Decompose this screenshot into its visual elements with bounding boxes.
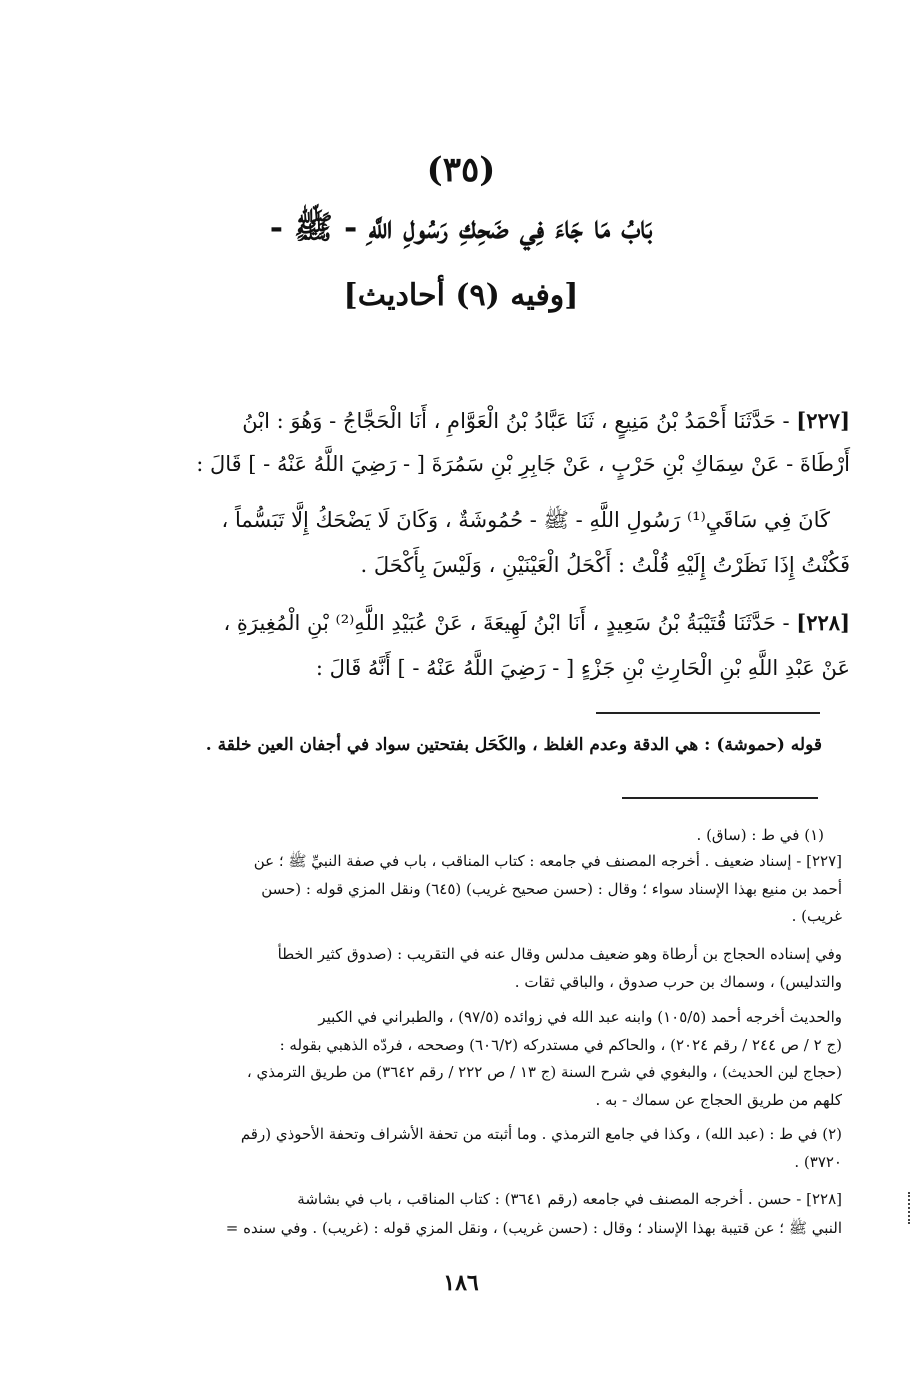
footnote-line: (حجاج لين الحديث) ، والبغوي في شرح السنة (ج ١٣ / ص ٢٢٢ / رقم ٣٦٤٢) من طريق الترمذي ،: [246, 1063, 842, 1081]
hadith-227-line-1: [70, 408, 850, 433]
footnote-line: (١) في ط : (ساق) .: [696, 826, 824, 844]
footnote-line: [٢٢٨] - حسن . أخرجه المصنف في جامعه (رقم ٣٦٤١) : كتاب المناقب ، باب في بشاشة: [297, 1190, 842, 1208]
footnote-rule: [622, 797, 818, 799]
footnote-line: غريب) .: [791, 907, 842, 925]
footnote-line: (٢) في ط : (عبد الله) ، وكذا في جامع الترمذي . وما أثبته من تحفة الأشراف وتحفة الأحوذي (رقم: [240, 1125, 842, 1143]
chapter-subtitle: [وفيه (٩) أحاديث]: [343, 278, 579, 313]
hadith-228-line-1: [70, 610, 850, 635]
footnote-line: (ج ٢ / ص ٢٤٤ / رقم ٢٠٢٤) ، والحاكم في مستدركه (٦٠٦/٢) وصححه ، فردّه الذهبي بقوله :: [279, 1036, 842, 1054]
chapter-number: (٣٥): [426, 150, 496, 190]
footnote-line: ٣٧٢٠) .: [794, 1153, 842, 1171]
footnote-line: والتدليس) ، وسماك بن حرب صدوق ، والباقي ثقات .: [514, 973, 842, 991]
hadith-227-line-3: كَانَ فِي سَاقَيِ⁽¹⁾ رَسُولِ اللَّهِ - ﷺ - حُمُوشَةٌ ، وَكَانَ لَا يَضْحَكُ إِلَّا تَبَسُّماً ،: [221, 508, 830, 532]
hadith-text: - حَدَّثَنَا أَحْمَدُ بْنُ مَنِيعٍ ، ثَنَا عَبَّادُ بْنُ الْعَوَّامِ ، أَنَا الْحَجَّاجُ - وَهُوَ : ابْنُ: [242, 409, 790, 433]
page-number: ١٨٦: [443, 1270, 479, 1296]
hadith-number: [٢٢٧]: [796, 408, 850, 433]
hadith-text: - حَدَّثَنَا قُتَيْبَةُ بْنُ سَعِيدٍ ، أَنَا ابْنُ لَهِيعَةَ ، عَنْ عُبَيْدِ اللَّهِ⁽²⁾ بْنِ الْمُغِيرَةِ ،: [223, 611, 790, 635]
footnote-line: أحمد بن منيع بهذا الإسناد سواء ؛ وقال : (حسن صحيح غريب) (٦٤٥) ونقل المزي قوله : (حسن: [261, 880, 842, 898]
footnote-line: وفي إسناده الحجاج بن أرطاة وهو ضعيف مدلس وقال عنه في التقريب : (صدوق كثير الخطأ: [277, 945, 842, 963]
hadith-227-line-2: أَرْطَاةَ - عَنْ سِمَاكِ بْنِ حَرْبٍ ، عَنْ جَابِرِ بْنِ سَمُرَةَ [ - رَضِيَ اللَّهُ عَنْهُ - ] قَالَ :: [196, 452, 850, 476]
gloss-text: : هي الدقة وعدم الغلظ ، والكَحَل بفتحتين سواد في أجفان العين خلقة .: [205, 735, 711, 755]
gloss-note: [206, 735, 822, 755]
gloss-label: قوله (حموشة): [716, 735, 822, 755]
footnote-line: [٢٢٧] - إسناد ضعيف . أخرجه المصنف في جامعه : كتاب المناقب ، باب في صفة النبيِّ ﷺ ؛ عن: [253, 852, 842, 870]
separator-rule: [596, 712, 820, 714]
margin-mark: [908, 1192, 914, 1224]
chapter-title: بَابُ مَا جَاءَ فِي ضَحِكِ رَسُولِ اللَّهِ - ﷺ -: [269, 208, 653, 246]
hadith-number: [٢٢٨]: [796, 610, 850, 635]
footnote-line: كلهم من طريق الحجاج عن سماك - به .: [595, 1091, 842, 1109]
footnote-line: والحديث أخرجه أحمد (١٠٥/٥) وابنه عبد الله في زوائده (٩٧/٥) ، والطبراني في الكبير: [318, 1008, 842, 1026]
hadith-227-line-4: فَكُنْتُ إِذَا نَظَرْتُ إِلَيْهِ قُلْتُ : أَكْحَلُ الْعَيْنَيْنِ ، وَلَيْسَ بِأَكْحَلَ .: [360, 553, 850, 577]
footnote-line: النبي ﷺ ؛ عن قتيبة بهذا الإسناد ؛ وقال : (حسن غريب) ، ونقل المزي قوله : (غريب) . وفي سنده =: [225, 1219, 842, 1237]
hadith-228-line-2: عَنْ عَبْدِ اللَّهِ بْنِ الْحَارِثِ بْنِ جَزْءٍ [ - رَضِيَ اللَّهُ عَنْهُ - ] أَنَّهُ قَالَ :: [315, 656, 850, 680]
